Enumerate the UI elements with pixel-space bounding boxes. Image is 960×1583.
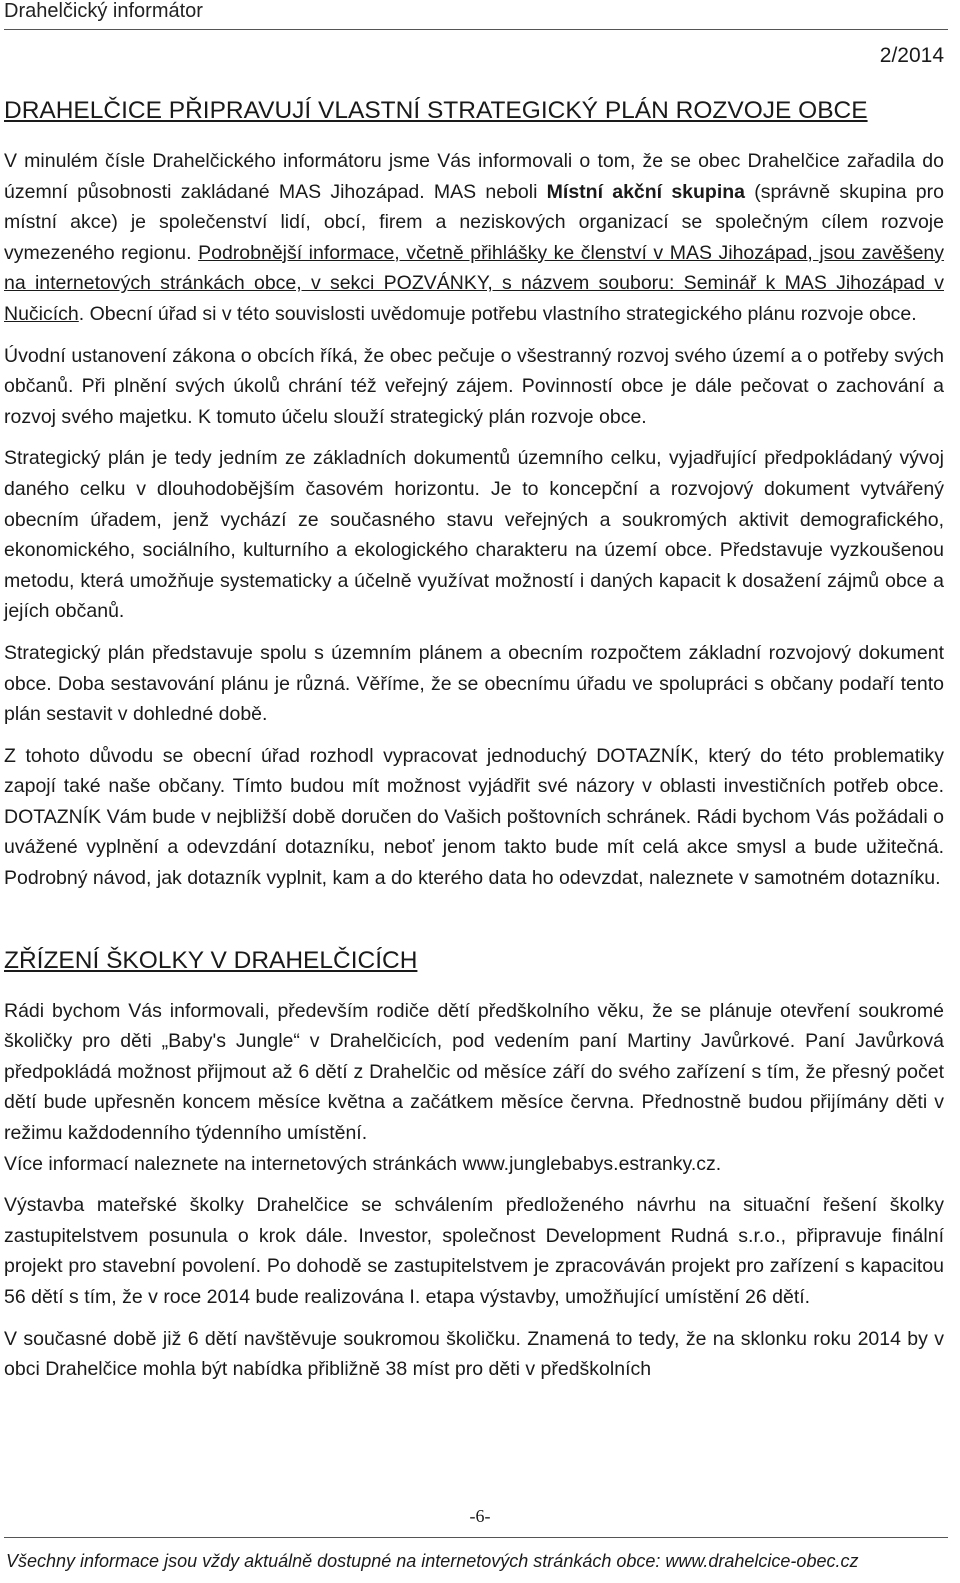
paragraph: Z tohoto důvodu se obecní úřad rozhodl vypracovat jednoduchý DOTAZNÍK, který do této problematiky zapojí také naše občany. Tímto budou mít možnost vyjádřit své názory v oblasti investičních potřeb obce. DOTAZNÍK Vám bude v nejbližší době doručen do Vašich poštovních schránek. Rádi bychom Vás požádali o uvážené vyplnění a odevzdání dotazníku, neboť jenom takto bude mít celá akce smysl a bude užitečná. Podrobný návod, jak dotazník vyplnit, kam a do kterého data ho odevzdat, naleznete v samotném dotazníku. — [4, 744, 944, 890]
paragraph — [4, 146, 944, 330]
info-link[interactable]: Podrobnější informace, včetně přihlášky ke členství v MAS Jihozápad, jsou zavěšeny na internetových stránkách obce, v sekci POZVÁNKY, s názvem souboru: Seminář k MAS Jihozápad v Nučicích — [4, 241, 945, 325]
newsletter-title: Drahelčický informátor — [4, 0, 203, 22]
paragraph: Výstavba mateřské školky Drahelčice se schválením předloženého návrhu na situační řešení školky zastupitelstvem posunula o krok dále. Investor, společnost Development Rudná s.r.o., připravuje finální projekt pro stavební povolení. Po dohodě se zastupitelstvem je zpracováván projekt pro zařízení s kapacitou 56 dětí s tím, že v roce 2014 bude realizována I. etapa výstavby, umožňující umístění 26 dětí. — [4, 1194, 944, 1308]
section-title-kindergarten: ZŘÍZENÍ ŠKOLKY V DRAHELČICÍCH — [4, 946, 418, 974]
page-number: -6- — [469, 1506, 491, 1526]
paragraph: Strategický plán představuje spolu s územním plánem a obecním rozpočtem základní rozvojový dokument obce. Doba sestavování plánu je různá. Věříme, že se obecnímu úřadu ve spolupráci s občany podaří tento plán sestavit v dohledné době. — [4, 641, 944, 726]
paragraph: Více informací naleznete na internetových stránkách www.junglebabys.estranky.cz. — [4, 1152, 722, 1175]
article-body — [4, 94, 944, 1396]
issue-number: 2/2014 — [879, 44, 944, 67]
paragraph: V současné době již 6 dětí navštěvuje soukromou školičku. Znamená to tedy, že na sklonku roku 2014 by v obci Drahelčice mohla být nabídka přibližně 38 míst pro děti v předškolních — [4, 1327, 944, 1381]
paragraph: Strategický plán je tedy jedním ze základních dokumentů územního celku, vyjadřující předpokládaný vývoj daného celku v dlouhodobějším časovém horizontu. Je to koncepční a rozvojový dokument vytvářený obecním úřadem, jenž vychází ze současného stavu veřejných a soukromých aktivit demografického, ekonomického, sociálního, kulturního a ekologického charakteru na území obce. Představuje vyzkoušenou metodu, která umožňuje systematicky a účelně využívat možností i daných kapacit k dosažení zájmů obce a jejích občanů. — [4, 447, 944, 623]
paragraph: Rádi bychom Vás informovali, především rodiče dětí předškolního věku, že se plánuje otevření soukromé školičky pro děti „Baby's Jungle“ v Drahelčicích, pod vedením paní Martiny Javůrkové. Paní Javůrková předpokládá možnost přijmout až 6 dětí z Drahelčic od měsíce září do svého zařízení s tím, že přesný počet dětí bude upřesněn koncem měsíce května a začátkem měsíce června. Přednostně budou přijímány děti v režimu každodenního týdenního umístění. — [4, 999, 944, 1145]
footer-note: Všechny informace jsou vždy aktuálně dostupné na internetových stránkách obce: www.drahelcice-obec.cz — [6, 1551, 859, 1571]
bold-term: Místní akční skupina — [546, 180, 746, 203]
header-divider — [4, 29, 948, 30]
paragraph: Úvodní ustanovení zákona o obcích říká, že obec pečuje o všestranný rozvoj svého území a o potřeby svých občanů. Při plnění svých úkolů chrání též veřejný zájem. Povinností obce je dále pečovat o zachování a rozvoj svého majetku. K tomuto účelu slouží strategický plán rozvoje obce. — [4, 344, 944, 428]
footer-divider — [4, 1537, 948, 1538]
section-title-strategic-plan: DRAHELČICE PŘIPRAVUJÍ VLASTNÍ STRATEGICKÝ PLÁN ROZVOJE OBCE — [4, 97, 868, 124]
paragraph-text: (správně skupina pro místní akce) je společenství lidí, obcí, firem a neziskových organizací se společným cílem rozvoje vymezeného regionu. — [4, 180, 944, 264]
paragraph-text: V minulém čísle Drahelčického informátoru jsme Vás informovali o tom, že se obec Drahelčice zařadila do územní působnosti zakládané MAS Jihozápad. MAS neboli — [4, 150, 944, 203]
paragraph-text: . Obecní úřad si v této souvislosti uvědomuje potřebu vlastního strategického plánu rozvoje obce. — [78, 302, 917, 325]
